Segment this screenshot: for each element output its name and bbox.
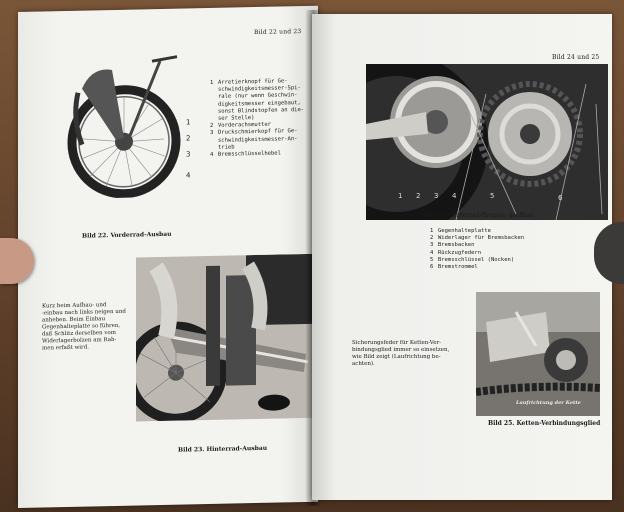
- legend-line: ser Stelle): [218, 115, 255, 122]
- legend-item: 6 Bremstrommel: [430, 264, 478, 271]
- callout-1: 1: [398, 192, 403, 200]
- left-page: [18, 6, 318, 508]
- legend-item: 4 Rückzugfedern: [430, 249, 482, 256]
- fig24-caption: Bild 24. Hinterrad-Bremse, geöffnet: [424, 212, 534, 219]
- callout-3: 3: [186, 150, 191, 159]
- legend-line: schwindigkeitsmesser-An-: [218, 135, 298, 144]
- left-page-header: Bild 22 und 23: [254, 28, 302, 37]
- legend-item: 3 Druckschmierkopf für Ge-: [210, 128, 298, 137]
- legend-line: rale (nur wenn Geschwin-: [218, 92, 298, 101]
- legend-line: trieb: [218, 144, 235, 151]
- callout-4: 4: [452, 192, 457, 200]
- chain-link-photo: [476, 292, 600, 416]
- legend-line: sonst Blindstopfen an die-: [218, 106, 305, 115]
- callout-3: 3: [434, 192, 439, 200]
- fig25-caption: Bild 25. Ketten-Verbindungsglied: [488, 420, 601, 427]
- right-body-text: Sicherungsfeder für Ketten-Ver- bindungsglied immer so einsetzen, wie Bild zeigt (Laufrichtung be- achten).: [352, 340, 450, 367]
- fig23-caption: Bild 23. Hinterrad-Ausbau: [178, 444, 268, 454]
- callout-4: 4: [186, 171, 191, 180]
- callout-2: 2: [416, 192, 421, 200]
- legend-line: digkeitsmesser eingebaut,: [218, 99, 301, 108]
- fig22-caption: Bild 22. Vorderrad-Ausbau: [82, 230, 172, 240]
- legend-item: 5 Bremsschlüssel (Nocken): [430, 256, 515, 263]
- legend-line: schwindigkeitsmesser-Spi-: [218, 85, 301, 94]
- legend-item: 3 Bremsbacken: [430, 242, 475, 249]
- callout-6: 6: [558, 194, 563, 202]
- front-wheel-photo: [52, 46, 222, 200]
- rear-wheel-removal-photo: [136, 254, 312, 422]
- fig24-legend: [430, 228, 570, 271]
- chain-direction-label: Laufrichtung der Kette: [516, 400, 581, 406]
- legend-item: 2 Widerlager für Bremsbacken: [430, 235, 525, 242]
- legend-item: 2 Vorderachsmutter: [210, 121, 271, 130]
- legend-item: 1 Arretierknopf für Ge-: [210, 78, 288, 86]
- right-page-header: Bild 24 und 25: [552, 54, 600, 61]
- legend-item: 1 Gegenhalteplatte: [430, 228, 491, 234]
- right-page: [312, 14, 612, 500]
- legend-item: 4 Bremsschlüsselhebel: [210, 150, 281, 159]
- fig22-legend: [210, 78, 306, 159]
- callout-1: 1: [186, 118, 191, 127]
- callout-5: 5: [490, 192, 495, 200]
- callout-2: 2: [186, 134, 191, 143]
- left-body-text: Kurz beim Aufbau- und -einbau nach links neigen und anheben. Beim Einbau Gegenhalteplatte so führen, daß Schlitz derselben vom Widerlagerbolzen am Rah- men erfaßt wird.: [42, 302, 126, 352]
